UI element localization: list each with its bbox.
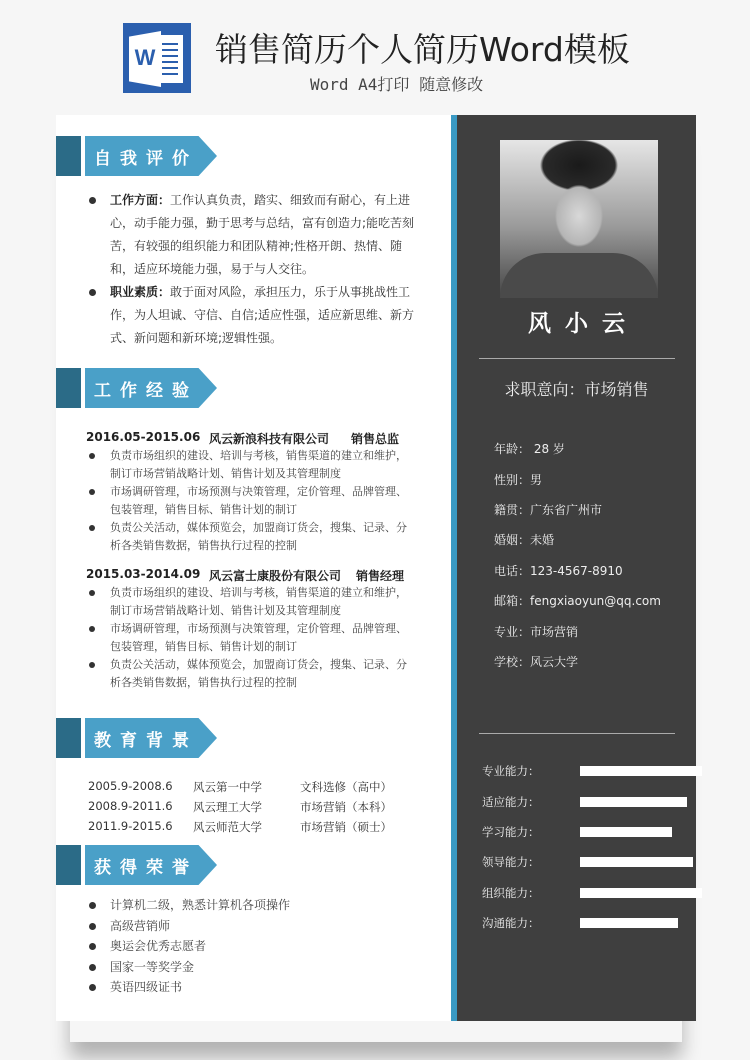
edu-period: 2011.9-2015.6 (88, 819, 173, 833)
self-eval-list (86, 189, 416, 350)
header-block (56, 845, 81, 885)
skill-label: 学习能力： (482, 825, 540, 839)
skill-row (482, 885, 696, 901)
job-period: 2016.05-2015.06 (86, 430, 201, 444)
edu-school: 风云师范大学 (193, 820, 262, 834)
section-title: 教育背景 (94, 731, 198, 751)
skill-bar (580, 888, 702, 898)
edu-major: 文科选修（高中） (300, 780, 392, 794)
section-title: 自我评价 (94, 149, 198, 169)
job-company: 风云新浪科技有限公司 (209, 432, 330, 446)
section-title: 工作经验 (94, 381, 198, 401)
job-duties (86, 447, 416, 555)
education-row (88, 819, 428, 839)
candidate-name: 风小云 (528, 311, 639, 337)
info-value: 市场营销 (530, 625, 579, 639)
skill-label: 专业能力： (482, 764, 540, 778)
info-value: 28 岁 (530, 442, 565, 456)
list-item: 国家一等奖学金 (86, 957, 416, 978)
education-row (88, 799, 428, 819)
banner (0, 0, 750, 112)
skill-row (482, 763, 696, 779)
skill-bar (580, 766, 702, 776)
info-value: 风云大学 (530, 655, 579, 669)
info-label: 邮箱： (494, 594, 531, 608)
skill-bar (580, 797, 687, 807)
info-age (494, 440, 565, 457)
list-item: 市场调研管理，市场预测与决策管理，定价管理、品牌管理、包装管理，销售目标、销售计划的制订 (86, 620, 416, 656)
info-label: 电话： (494, 564, 531, 578)
list-item: 负责公关活动，媒体预览会，加盟商订货会，搜集、记录、分析各类销售数据，销售执行过程的控制 (86, 656, 416, 692)
section-header-education (56, 718, 226, 758)
list-item: 英语四级证书 (86, 977, 416, 998)
skill-row (482, 794, 696, 810)
job-company: 风云富士康股份有限公司 (209, 569, 342, 583)
section-header-self-eval (56, 136, 226, 176)
section-header-honors (56, 845, 226, 885)
skill-row (482, 915, 696, 931)
job-position: 销售总监 (351, 432, 400, 446)
header-block (56, 368, 81, 408)
edu-school: 风云第一中学 (193, 780, 262, 794)
word-icon (123, 23, 191, 93)
info-label: 年龄： (494, 442, 531, 456)
header-block (56, 718, 81, 758)
edu-major: 市场营销（本科） (300, 800, 392, 814)
page-subtitle: Word A4打印 随意修改 (310, 75, 484, 94)
skill-label: 沟通能力： (482, 916, 540, 930)
info-gender (494, 471, 542, 488)
item-label: 职业素质： (110, 285, 171, 299)
info-label: 学校： (494, 655, 531, 669)
list-item: 负责市场组织的建设、培训与考核，销售渠道的建立和维护，制订市场营销战略计划、销售计划及其管理制度 (86, 447, 416, 483)
section-title: 获得荣誉 (94, 858, 198, 878)
job-position: 销售经理 (356, 569, 405, 583)
info-phone (494, 562, 623, 579)
skill-label: 领导能力： (482, 855, 540, 869)
info-label: 婚姻： (494, 533, 531, 547)
item-text: 敢于面对风险，承担压力，乐于从事挑战性工作，为人坦诚、守信、自信;适应性强，适应新思维、新方式、新问题和新环境;逻辑性强。 (110, 285, 415, 345)
job-period: 2015.03-2014.09 (86, 567, 201, 581)
edu-school: 风云理工大学 (193, 800, 262, 814)
skill-bar (580, 857, 693, 867)
resume-page (56, 115, 696, 1021)
info-major (494, 623, 578, 640)
skill-label: 适应能力： (482, 795, 540, 809)
item-label: 工作方面： (110, 193, 171, 207)
job-duties (86, 584, 416, 692)
info-value: 广东省广州市 (530, 503, 603, 517)
info-email (494, 592, 661, 609)
avatar-photo (500, 140, 658, 298)
list-item (86, 281, 416, 350)
word-icon-letter: W (134, 45, 156, 70)
skill-row (482, 854, 696, 870)
divider (479, 358, 675, 359)
info-value: fengxiaoyun@qq.com (530, 594, 661, 608)
list-item: 高级营销师 (86, 916, 416, 937)
list-item: 负责市场组织的建设、培训与考核，销售渠道的建立和维护，制订市场营销战略计划、销售计划及其管理制度 (86, 584, 416, 620)
list-item: 市场调研管理，市场预测与决策管理，定价管理、品牌管理、包装管理，销售目标、销售计划的制订 (86, 483, 416, 519)
page-title: 销售简历个人简历Word模板 (215, 30, 630, 69)
edu-major: 市场营销（硕士） (300, 820, 392, 834)
info-label: 性别： (494, 473, 531, 487)
skill-bar (580, 918, 678, 928)
header-block (56, 136, 81, 176)
honors-list (86, 895, 416, 998)
list-item: 负责公关活动，媒体预览会，加盟商订货会，搜集、记录、分析各类销售数据，销售执行过程的控制 (86, 519, 416, 555)
list-item (86, 189, 416, 281)
section-header-work (56, 368, 226, 408)
info-value: 123-4567-8910 (530, 564, 623, 578)
list-item: 计算机二级，熟悉计算机各项操作 (86, 895, 416, 916)
job-objective: 求职意向：市场销售 (504, 380, 649, 399)
info-school (494, 653, 578, 670)
item-text: 工作认真负责，踏实、细致而有耐心，有上进心，动手能力强，勤于思考与总结，富有创造力;能吃苦刻苦，有较强的组织能力和团队精神;性格开朗、热情、随和，适应环境能力强，易于与人交往。 (110, 193, 415, 276)
info-value: 未婚 (530, 533, 555, 547)
skill-label: 组织能力： (482, 886, 540, 900)
info-marital (494, 531, 554, 548)
edu-period: 2005.9-2008.6 (88, 779, 173, 793)
education-row (88, 779, 428, 799)
info-label: 专业： (494, 625, 531, 639)
info-value: 男 (530, 473, 543, 487)
skill-row (482, 824, 696, 840)
skill-bar (580, 827, 672, 837)
info-label: 籍贯： (494, 503, 531, 517)
info-hometown (494, 501, 602, 518)
list-item: 奥运会优秀志愿者 (86, 936, 416, 957)
divider (479, 733, 675, 734)
edu-period: 2008.9-2011.6 (88, 799, 173, 813)
sidebar (457, 115, 696, 1021)
